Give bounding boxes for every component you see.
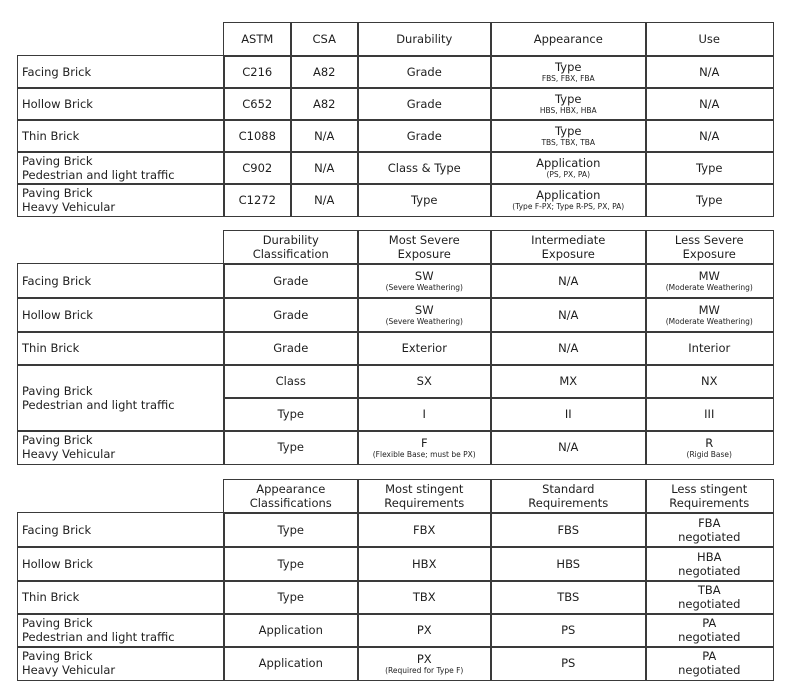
table1-cell-csa bbox=[290, 55, 359, 89]
cell-value: HBS bbox=[556, 556, 581, 571]
cell-value: Exterior bbox=[401, 341, 447, 356]
brick-type-label: Paving Brick bbox=[22, 433, 93, 448]
cell-subtext: (Severe Weathering) bbox=[385, 317, 463, 327]
cell-value: Interior bbox=[688, 341, 731, 356]
column-header: Most Severe bbox=[388, 233, 460, 248]
cell-value: SW bbox=[414, 303, 434, 318]
table3-row-label bbox=[17, 613, 225, 648]
table3-cell-standard bbox=[490, 546, 647, 582]
cell-value: MW bbox=[698, 269, 720, 284]
column-header: Appearance bbox=[533, 32, 603, 47]
table1-cell-appearance bbox=[490, 87, 647, 121]
table2-cell-most bbox=[357, 397, 492, 432]
table1-cell-csa bbox=[290, 119, 359, 153]
table2-cell-most bbox=[357, 331, 492, 366]
column-header: CSA bbox=[312, 32, 336, 47]
table3-cell-less bbox=[645, 646, 774, 681]
brick-type-label: Hollow Brick bbox=[22, 556, 93, 571]
cell-value: C652 bbox=[242, 96, 273, 111]
table1-cell-durability bbox=[357, 55, 492, 89]
cell-value: Type bbox=[555, 60, 582, 75]
table2-header-most bbox=[357, 230, 492, 265]
cell-value: Type bbox=[277, 522, 304, 537]
table3-row-label bbox=[17, 512, 225, 548]
table1-header-astm bbox=[223, 22, 292, 57]
table2-row-label bbox=[17, 364, 225, 432]
table3-header-standard bbox=[490, 479, 647, 514]
table2-cell-most bbox=[357, 297, 492, 333]
cell-value: Grade bbox=[273, 307, 309, 322]
table2-cell-intermediate bbox=[490, 297, 647, 333]
column-header: Appearance bbox=[256, 482, 326, 497]
brick-type-label: Thin Brick bbox=[22, 128, 80, 143]
cell-value: MW bbox=[698, 303, 720, 318]
cell-value: Class bbox=[275, 374, 306, 389]
cell-subtext: (Moderate Weathering) bbox=[665, 317, 753, 327]
cell-value: N/A bbox=[558, 341, 579, 356]
brick-type-label: Facing Brick bbox=[22, 64, 92, 79]
brick-type-label: Thin Brick bbox=[22, 590, 80, 605]
cell-value: Grade bbox=[406, 128, 442, 143]
table3-cell-classification bbox=[223, 546, 359, 582]
cell-value: F bbox=[420, 435, 428, 450]
table1-header-appearance bbox=[490, 22, 647, 57]
cell-value: Type bbox=[555, 124, 582, 139]
table1-row-label bbox=[17, 183, 225, 217]
column-header: Exposure bbox=[682, 247, 736, 262]
table1-row-label bbox=[17, 151, 225, 185]
cell-value: C1088 bbox=[238, 128, 276, 143]
column-header: Less Severe bbox=[674, 233, 744, 248]
cell-value: HBA bbox=[697, 549, 722, 564]
table2-header-less bbox=[645, 230, 774, 265]
table2-cell-classification bbox=[223, 397, 359, 432]
column-header: Intermediate bbox=[531, 233, 606, 248]
table3-cell-standard bbox=[490, 613, 647, 648]
cell-value: A82 bbox=[312, 96, 336, 111]
cell-value: Class & Type bbox=[387, 160, 461, 175]
brick-type-label: Pedestrian and light traffic bbox=[22, 397, 175, 412]
brick-type-label: Pedestrian and light traffic bbox=[22, 167, 175, 182]
brick-type-label: Thin Brick bbox=[22, 341, 80, 356]
cell-value: I bbox=[422, 407, 426, 422]
column-header: Durability bbox=[262, 233, 319, 248]
table1-cell-use bbox=[645, 119, 774, 153]
cell-value: PA bbox=[702, 616, 717, 631]
table1-cell-appearance bbox=[490, 151, 647, 185]
brick-type-label: Hollow Brick bbox=[22, 96, 93, 111]
column-header: Classification bbox=[252, 247, 329, 262]
column-header: Most stingent bbox=[385, 482, 464, 497]
cell-value: N/A bbox=[314, 160, 335, 175]
table3-cell-classification bbox=[223, 613, 359, 648]
table1-cell-astm bbox=[223, 55, 292, 89]
cell-value: HBX bbox=[412, 556, 437, 571]
table2-header-classification bbox=[223, 230, 359, 265]
cell-value: A82 bbox=[312, 64, 336, 79]
table1-cell-astm bbox=[223, 151, 292, 185]
cell-value: MX bbox=[559, 374, 578, 389]
cell-value: Application bbox=[258, 623, 323, 638]
table3-cell-less bbox=[645, 613, 774, 648]
cell-subtext: (Severe Weathering) bbox=[385, 283, 463, 293]
table1-cell-durability bbox=[357, 151, 492, 185]
table3-cell-most bbox=[357, 512, 492, 548]
cell-value: Grade bbox=[406, 64, 442, 79]
table3-cell-less bbox=[645, 580, 774, 615]
table3-cell-most bbox=[357, 546, 492, 582]
table3-cell-classification bbox=[223, 646, 359, 681]
column-header: Use bbox=[698, 32, 720, 47]
cell-value: PS bbox=[561, 656, 576, 671]
cell-value: negotiated bbox=[678, 563, 741, 578]
brick-type-label: Heavy Vehicular bbox=[22, 663, 116, 678]
table3-cell-standard bbox=[490, 512, 647, 548]
table2-cell-classification bbox=[223, 297, 359, 333]
column-header: ASTM bbox=[241, 32, 274, 47]
brick-type-label: Hollow Brick bbox=[22, 307, 93, 322]
table3-cell-standard bbox=[490, 580, 647, 615]
table1-cell-astm bbox=[223, 183, 292, 217]
brick-type-label: Facing Brick bbox=[22, 522, 92, 537]
table2-cell-intermediate bbox=[490, 397, 647, 432]
cell-value: TBS bbox=[557, 590, 580, 605]
table1-cell-appearance bbox=[490, 55, 647, 89]
cell-value: III bbox=[704, 407, 715, 422]
cell-subtext: (PS, PX, PA) bbox=[546, 170, 590, 180]
table1-cell-astm bbox=[223, 119, 292, 153]
table3-cell-classification bbox=[223, 512, 359, 548]
cell-value: FBA bbox=[698, 515, 721, 530]
table2-cell-less bbox=[645, 263, 774, 299]
table1-row-label bbox=[17, 119, 225, 153]
column-header: Classifications bbox=[249, 496, 332, 511]
table1-cell-appearance bbox=[490, 119, 647, 153]
brick-type-label: Paving Brick bbox=[22, 616, 93, 631]
cell-subtext: TBS, TBX, TBA bbox=[541, 138, 596, 148]
table1-cell-use bbox=[645, 151, 774, 185]
cell-value: Type bbox=[696, 160, 723, 175]
table1-cell-csa bbox=[290, 183, 359, 217]
table2-cell-less bbox=[645, 297, 774, 333]
table1-cell-use bbox=[645, 55, 774, 89]
cell-value: negotiated bbox=[678, 663, 741, 678]
table3-header-most bbox=[357, 479, 492, 514]
table3-header-less bbox=[645, 479, 774, 514]
column-header: Requirements bbox=[669, 496, 750, 511]
cell-value: II bbox=[564, 407, 572, 422]
table2-cell-less bbox=[645, 364, 774, 399]
cell-value: N/A bbox=[558, 307, 579, 322]
cell-value: Type bbox=[277, 590, 304, 605]
cell-subtext: (Required for Type F) bbox=[385, 665, 464, 675]
table2-cell-less bbox=[645, 430, 774, 465]
table2-cell-intermediate bbox=[490, 364, 647, 399]
table2-cell-less bbox=[645, 397, 774, 432]
brick-type-label: Heavy Vehicular bbox=[22, 199, 116, 214]
cell-value: SX bbox=[416, 374, 432, 389]
cell-value: negotiated bbox=[678, 630, 741, 645]
cell-value: PX bbox=[416, 651, 432, 666]
table2-cell-most bbox=[357, 364, 492, 399]
cell-value: Type bbox=[696, 192, 723, 207]
cell-value: Type bbox=[411, 192, 438, 207]
cell-value: R bbox=[705, 435, 714, 450]
cell-value: C1272 bbox=[238, 192, 276, 207]
table3-cell-most bbox=[357, 613, 492, 648]
table2-row-label bbox=[17, 430, 225, 465]
table2-cell-intermediate bbox=[490, 263, 647, 299]
table1-cell-use bbox=[645, 87, 774, 121]
table2-cell-classification bbox=[223, 364, 359, 399]
cell-value: Application bbox=[258, 656, 323, 671]
column-header: Requirements bbox=[384, 496, 465, 511]
table1-cell-durability bbox=[357, 183, 492, 217]
cell-value: TBA bbox=[697, 583, 721, 598]
column-header: Durability bbox=[396, 32, 453, 47]
cell-value: N/A bbox=[314, 128, 335, 143]
cell-value: negotiated bbox=[678, 529, 741, 544]
brick-type-label: Heavy Vehicular bbox=[22, 447, 116, 462]
table2-row-label bbox=[17, 331, 225, 366]
cell-value: N/A bbox=[699, 128, 720, 143]
brick-type-label: Paving Brick bbox=[22, 649, 93, 664]
cell-subtext: HBS, HBX, HBA bbox=[539, 106, 597, 116]
table2-cell-most bbox=[357, 430, 492, 465]
cell-value: TBX bbox=[412, 590, 436, 605]
cell-value: SW bbox=[414, 269, 434, 284]
cell-value: PX bbox=[416, 623, 432, 638]
table3-cell-standard bbox=[490, 646, 647, 681]
cell-value: Type bbox=[277, 556, 304, 571]
table3-cell-less bbox=[645, 546, 774, 582]
cell-value: Type bbox=[555, 92, 582, 107]
column-header: Exposure bbox=[541, 247, 595, 262]
cell-subtext: (Rigid Base) bbox=[686, 449, 732, 459]
cell-value: N/A bbox=[314, 192, 335, 207]
table3-row-label bbox=[17, 546, 225, 582]
brick-type-label: Facing Brick bbox=[22, 273, 92, 288]
table1-row-label bbox=[17, 87, 225, 121]
table2-cell-classification bbox=[223, 430, 359, 465]
table2-cell-intermediate bbox=[490, 430, 647, 465]
cell-value: Application bbox=[536, 156, 601, 171]
table1-header-csa bbox=[290, 22, 359, 57]
table1-header-durability bbox=[357, 22, 492, 57]
table3-cell-less bbox=[645, 512, 774, 548]
table3-header-classification bbox=[223, 479, 359, 514]
table2-cell-classification bbox=[223, 263, 359, 299]
brick-type-label: Paving Brick bbox=[22, 383, 93, 398]
table2-cell-intermediate bbox=[490, 331, 647, 366]
table2-row-label bbox=[17, 263, 225, 299]
brick-type-label: Paving Brick bbox=[22, 185, 93, 200]
cell-value: Type bbox=[277, 407, 304, 422]
column-header: Requirements bbox=[528, 496, 609, 511]
table1-cell-csa bbox=[290, 87, 359, 121]
cell-value: N/A bbox=[558, 440, 579, 455]
cell-value: Grade bbox=[273, 273, 309, 288]
cell-value: FBS bbox=[557, 522, 580, 537]
cell-value: Grade bbox=[273, 341, 309, 356]
table2-cell-classification bbox=[223, 331, 359, 366]
table3-row-label bbox=[17, 580, 225, 615]
cell-value: PS bbox=[561, 623, 576, 638]
cell-value: Application bbox=[536, 188, 601, 203]
cell-value: negotiated bbox=[678, 597, 741, 612]
table3-cell-most bbox=[357, 580, 492, 615]
cell-subtext: FBS, FBX, FBA bbox=[541, 74, 595, 84]
cell-value: N/A bbox=[699, 96, 720, 111]
table2-header-intermediate bbox=[490, 230, 647, 265]
table1-cell-durability bbox=[357, 87, 492, 121]
cell-value: Type bbox=[277, 440, 304, 455]
cell-value: FBX bbox=[413, 522, 436, 537]
cell-value: NX bbox=[701, 374, 718, 389]
table2-cell-less bbox=[645, 331, 774, 366]
table1-cell-use bbox=[645, 183, 774, 217]
table1-row-label bbox=[17, 55, 225, 89]
cell-value: PA bbox=[702, 649, 717, 664]
cell-value: C902 bbox=[242, 160, 273, 175]
table1-header-use bbox=[645, 22, 774, 57]
table3-cell-most bbox=[357, 646, 492, 681]
cell-subtext: (Type F-PX; Type R-PS, PX, PA) bbox=[512, 202, 625, 212]
table1-cell-csa bbox=[290, 151, 359, 185]
table1-cell-appearance bbox=[490, 183, 647, 217]
table3-cell-classification bbox=[223, 580, 359, 615]
column-header: Standard bbox=[542, 482, 595, 497]
cell-value: N/A bbox=[558, 273, 579, 288]
cell-value: N/A bbox=[699, 64, 720, 79]
table1-cell-durability bbox=[357, 119, 492, 153]
table3-row-label bbox=[17, 646, 225, 681]
cell-value: Grade bbox=[406, 96, 442, 111]
column-header: Exposure bbox=[397, 247, 451, 262]
table2-row-label bbox=[17, 297, 225, 333]
column-header: Less stingent bbox=[671, 482, 748, 497]
table1-cell-astm bbox=[223, 87, 292, 121]
brick-type-label: Pedestrian and light traffic bbox=[22, 630, 175, 645]
cell-subtext: (Flexible Base; must be PX) bbox=[372, 449, 476, 459]
table2-cell-most bbox=[357, 263, 492, 299]
brick-type-label: Paving Brick bbox=[22, 153, 93, 168]
cell-value: C216 bbox=[242, 64, 273, 79]
cell-subtext: (Moderate Weathering) bbox=[665, 283, 753, 293]
